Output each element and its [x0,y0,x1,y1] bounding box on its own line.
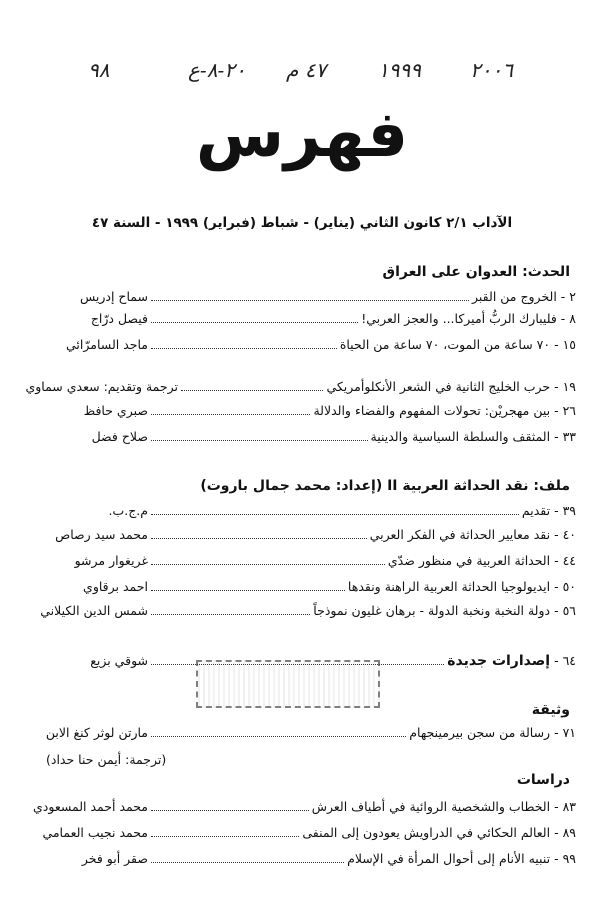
handwritten-note: ١٩٩٩ [378,58,421,82]
toc-entry[interactable] [18,400,576,420]
page-number: ١٥ - [554,337,576,352]
toc-entry[interactable] [18,376,576,396]
toc-entry[interactable] [18,286,576,306]
entry-title: نقد معايير الحداثة في الفكر العربي [369,527,551,542]
page-number: ٨ - [560,311,576,326]
entry-title: فليبارك الربُّ أميركا... والعجز العربي! [361,311,557,326]
page-title: فهرس [195,98,409,172]
page-number: ٢ - [560,289,576,304]
page-number: ٧١ - [554,725,576,740]
page-number: ٤٠ - [554,527,576,542]
entry-author: محمد سيد رصاص [55,527,148,542]
leader-dots [151,736,406,737]
entry-title: ايديولوجيا الحداثة العربية الراهنة ونقدها [347,579,551,594]
leader-dots [151,322,358,323]
toc-entry[interactable] [18,576,576,596]
entry-title: دولة النخبة ونخبة الدولة - برهان غليون نموذجاً [313,603,551,618]
toc-entry[interactable] [18,334,576,354]
entry-title: تنبيه الأنام إلى أحوال المرأة في الإسلام [347,851,551,866]
leader-dots [151,300,469,301]
toc-entry[interactable] [18,308,576,328]
entry-author: مارتن لوثر كنغ الابن [45,725,148,740]
section-heading: ملف: نقد الحداثة العربية II (إعداد: محمد جمال باروت) [200,478,570,494]
entry-title: بين مهجريْن: تحولات المفهوم والفضاء والدلالة [313,403,551,418]
toc-entry[interactable] [18,722,576,742]
entry-title: تقديم [521,503,551,518]
entry-title: المثقف والسلطة السياسية والدينية [370,429,551,444]
leader-dots [151,614,310,615]
toc-entry[interactable] [18,524,576,544]
entry-title: ٧٠ ساعة من الموت، ٧٠ ساعة من الحياة [339,337,551,352]
section-heading: دراسات [516,772,570,788]
leader-dots [151,514,519,515]
leader-dots [151,440,368,441]
handwritten-note: ٢٠-٨-ع [188,58,246,82]
page-number: ٦٤ - [554,653,576,668]
entry-author: م.ج.ب. [108,503,148,518]
leader-dots [151,590,345,591]
page-number: ٤٤ - [554,553,576,568]
page-number: ٥٠ - [554,579,576,594]
entry-title: حرب الخليج الثانية في الشعر الأنكلوأمريكي [326,379,551,394]
toc-entry[interactable] [18,500,576,520]
entry-author: ترجمة وتقديم: سعدي سماوي [25,379,178,394]
entry-author: احمد برقاوي [83,579,148,594]
page-number: ٣٣ - [554,429,576,444]
toc-entry[interactable] [18,550,576,570]
page-number: ١٩ - [554,379,576,394]
leader-dots [151,664,444,665]
page-number: ٣٩ - [554,503,576,518]
handwritten-note: ٩٨ [88,58,110,82]
section-heading: وثيقة [531,702,570,718]
page-number: ٩٩ - [554,851,576,866]
entry-title: رسالة من سجن بيرمينجهام [409,725,551,740]
entry-author: شمس الدين الكيلاني [40,603,148,618]
entry-author: غريغوار مرشو [74,553,148,568]
entry-author: سماح إدريس [79,289,148,304]
entry-title: الحداثة العربية في منظور ضدّي [387,553,551,568]
entry-author: محمد أحمد المسعودي [33,799,148,814]
entry-title: العالم الحكائي في الدراويش يعودون إلى المنفى [302,825,551,840]
handwritten-note: ٤٧ م [286,58,327,82]
leader-dots [151,348,337,349]
page-number: ٥٦ - [554,603,576,618]
section-heading: الحدث: العدوان على العراق [382,264,570,280]
entry-title: إصدارات جديدة [447,653,551,669]
page-number: ٨٣ - [554,799,576,814]
leader-dots [151,836,299,837]
issue-info: الآداب ٢/١ كانون الثاني (يناير) - شباط (فبراير) ١٩٩٩ - السنة ٤٧ [91,215,513,231]
toc-entry[interactable] [18,650,576,670]
leader-dots [181,390,323,391]
handwritten-note: ٢٠٠٦ [470,58,513,82]
toc-entry[interactable] [18,600,576,620]
entry-author: صقر أبو فخر [81,851,148,866]
leader-dots [151,564,385,565]
page-number: ٨٩ - [554,825,576,840]
leader-dots [151,810,309,811]
toc-entry[interactable] [18,426,576,446]
entry-author: فيصل درّاج [90,311,148,326]
entry-author: صبري حافظ [83,403,148,418]
toc-entry[interactable] [18,848,576,868]
page-number: ٢٦ - [554,403,576,418]
entry-author: ماجد السامرّائي [66,337,148,352]
leader-dots [151,414,310,415]
entry-author: صلاح فضل [91,429,148,444]
toc-entry[interactable] [18,796,576,816]
entry-author: محمد نجيب العمامي [42,825,148,840]
translator-credit: (ترجمة: أيمن حنا حداد) [46,752,167,767]
entry-title: الخروج من القبر [472,289,557,304]
entry-title: الخطاب والشخصية الروائية في أطياف العرش [311,799,551,814]
leader-dots [151,538,367,539]
entry-author: شوقي بزيع [90,653,148,668]
leader-dots [151,862,344,863]
toc-entry[interactable] [18,822,576,842]
